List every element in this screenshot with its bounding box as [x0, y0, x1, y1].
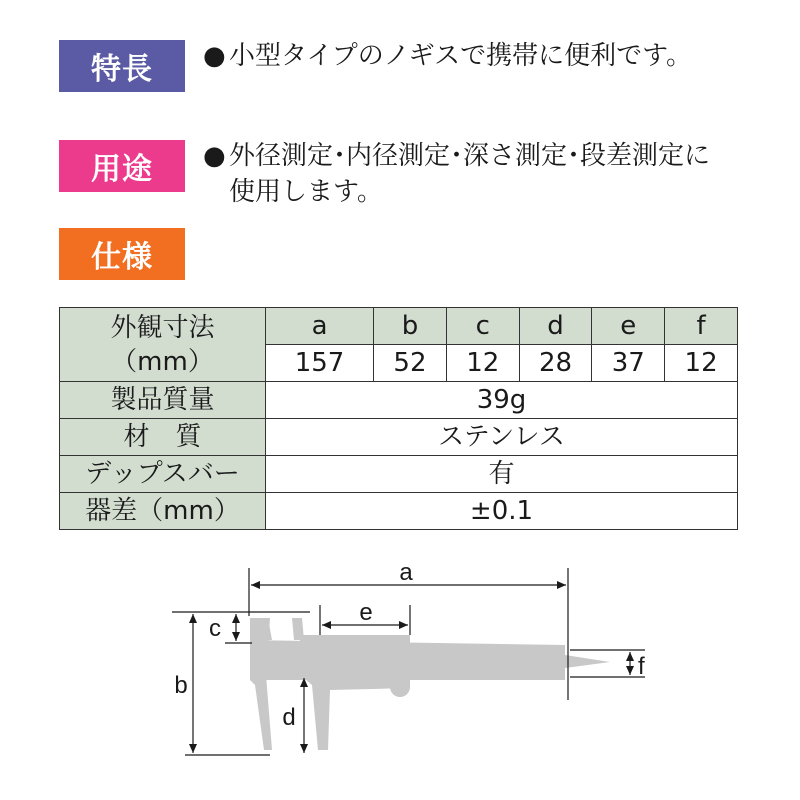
feature-description — [203, 38, 692, 74]
dim-e-label: e — [359, 599, 373, 626]
dim-value-b: 52 — [374, 345, 447, 382]
depth-bar-label: デップスバー — [60, 456, 266, 493]
dimension-label-main: 外観寸法 — [110, 312, 215, 343]
usage-tag: 用途 — [59, 140, 185, 192]
dim-value-f: 12 — [665, 345, 738, 382]
usage-text-line2: 使用します。 — [229, 177, 383, 207]
dimension-label — [60, 308, 266, 382]
sliding-jaw-upper — [292, 618, 304, 640]
dim-header-b: b — [374, 308, 447, 345]
spec-tag: 仕様 — [59, 228, 185, 280]
caliper-diagram — [0, 550, 800, 800]
bullet-icon: ● — [203, 41, 226, 71]
dim-d-label: d — [282, 704, 296, 731]
dim-header-f: f — [665, 308, 738, 345]
depth-bar-value: 有 — [266, 456, 738, 493]
dim-value-d: 28 — [519, 345, 592, 382]
depth-bar — [565, 655, 610, 668]
weight-value: 39g — [266, 382, 738, 419]
dim-header-d: d — [519, 308, 592, 345]
dim-b-label: b — [174, 672, 188, 699]
dim-value-a: 157 — [266, 345, 374, 382]
dim-header-c: c — [446, 308, 519, 345]
spec-table — [59, 307, 738, 530]
bullet-icon: ● — [203, 141, 226, 171]
usage-text-line1: 外径測定･内径測定･深さ測定･段差測定に — [229, 141, 711, 171]
material-value: ステンレス — [266, 419, 738, 456]
dim-header-e: e — [592, 308, 665, 345]
accuracy-value: ±0.1 — [266, 493, 738, 530]
feature-text: 小型タイプのノギスで携帯に便利です。 — [229, 41, 693, 71]
dim-f-label: f — [638, 653, 645, 680]
weight-label: 製品質量 — [60, 382, 266, 419]
usage-description — [203, 138, 710, 210]
dimension-label-unit: （mm） — [111, 346, 214, 377]
dim-c-label: c — [209, 615, 221, 642]
dim-value-c: 12 — [446, 345, 519, 382]
thumb-roller — [390, 677, 410, 697]
dim-a-label: a — [399, 559, 413, 586]
feature-tag: 特長 — [59, 40, 185, 92]
dim-header-a: a — [266, 308, 374, 345]
material-label: 材 質 — [60, 419, 266, 456]
accuracy-label: 器差（mm） — [60, 493, 266, 530]
dim-value-e: 37 — [592, 345, 665, 382]
